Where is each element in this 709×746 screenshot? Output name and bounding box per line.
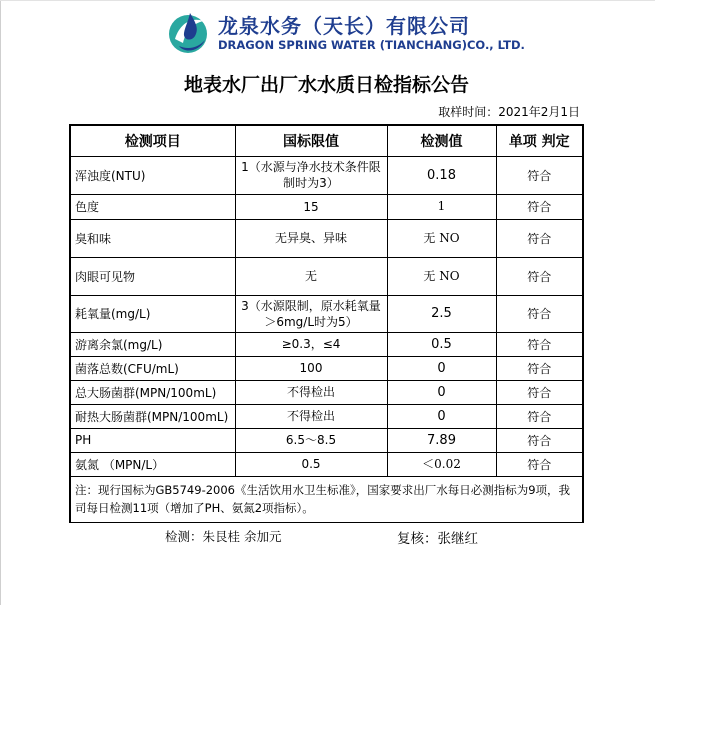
row-limit: 3（水源限制，原水耗氧量＞6mg/L时为5） [235,295,387,332]
table-row [70,428,583,452]
row-item: 游离余氯(mg/L) [70,332,235,356]
row-item: 总大肠菌群(MPN/100mL) [70,380,235,404]
row-result: 符合 [496,452,583,476]
table-row [70,156,583,194]
row-result: 符合 [496,156,583,194]
row-item: 耐热大肠菌群(MPN/100mL) [70,404,235,428]
sampling-date: 取样时间：2021年2月1日 [438,105,580,119]
row-limit: 1（水源与净水技术条件限制时为3） [235,156,387,194]
row-result: 符合 [496,380,583,404]
table-row [70,219,583,257]
table-header-row [70,125,583,156]
row-result: 符合 [496,332,583,356]
row-result: 符合 [496,404,583,428]
note-row [70,476,583,522]
row-limit: 100 [235,356,387,380]
table-row [70,452,583,476]
row-item: 肉眼可见物 [70,257,235,295]
column-header-value: 检测值 [387,125,496,156]
row-result: 符合 [496,219,583,257]
table-row [70,404,583,428]
row-limit: ≥0.3，≤4 [235,332,387,356]
row-value: 0.18 [387,156,496,194]
row-item: 菌落总数(CFU/mL) [70,356,235,380]
table-row [70,380,583,404]
row-result: 符合 [496,295,583,332]
table-row [70,295,583,332]
row-value: ＜0.02 [387,452,496,476]
row-limit: 0.5 [235,452,387,476]
row-value: 1 [387,194,496,219]
row-item: 浑浊度(NTU) [70,156,235,194]
row-limit: 无异臭、异味 [235,219,387,257]
table-note: 注：现行国标为GB5749-2006《生活饮用水卫生标准》，国家要求出厂水每日必测指标为9项，我司每日检测11项（增加了PH、氨氮2项指标）。 [70,476,583,522]
row-value: 无 NO [387,219,496,257]
water-quality-table [69,124,584,523]
row-value: 0 [387,380,496,404]
top-border-line [0,0,655,1]
reviewer-signature: 复核：张继红 [397,531,478,547]
column-header-limit: 国标限值 [235,125,387,156]
row-value: 0.5 [387,332,496,356]
water-drop-logo-icon [166,8,210,56]
row-limit: 无 [235,257,387,295]
table-row [70,257,583,295]
row-item: PH [70,428,235,452]
checker-signature: 检测：朱艮桂 余加元 [165,529,282,544]
row-result: 符合 [496,257,583,295]
row-value: 7.89 [387,428,496,452]
column-header-item: 检测项目 [70,125,235,156]
row-item: 色度 [70,194,235,219]
table-row [70,356,583,380]
row-limit: 6.5～8.5 [235,428,387,452]
row-result: 符合 [496,428,583,452]
row-item: 氨氮 （MPN/L） [70,452,235,476]
row-item: 臭和味 [70,219,235,257]
row-result: 符合 [496,356,583,380]
row-limit: 不得检出 [235,404,387,428]
row-limit: 不得检出 [235,380,387,404]
table-row [70,332,583,356]
row-value: 0 [387,356,496,380]
company-header [166,8,525,60]
row-limit: 15 [235,194,387,219]
row-value: 0 [387,404,496,428]
page-title: 地表水厂出厂水水质日检指标公告 [183,74,469,96]
row-item: 耗氧量(mg/L) [70,295,235,332]
row-value: 2.5 [387,295,496,332]
row-result: 符合 [496,194,583,219]
company-name-chinese: 龙泉水务（天长）有限公司 [218,14,470,38]
column-header-result: 单项 判定 [496,125,583,156]
row-value: 无 NO [387,257,496,295]
company-name-english: DRAGON SPRING WATER (TIANCHANG)CO., LTD. [218,38,525,52]
table-row [70,194,583,219]
